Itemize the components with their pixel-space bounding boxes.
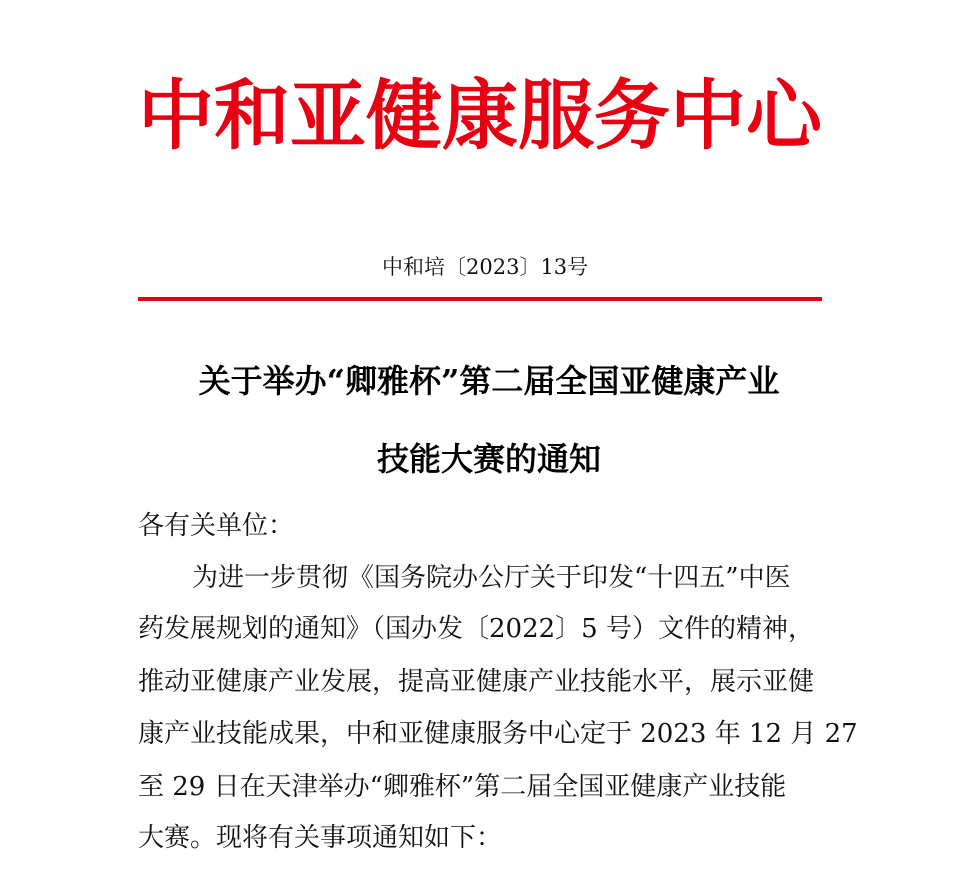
body-text-line: 至 29 日在天津举办“卿雅杯”第二届全国亚健康产业技能 xyxy=(138,772,787,802)
body-text-line: 为进一步贯彻《国务院办公厅关于印发“十四五”中医 xyxy=(192,563,791,593)
body-text-line: 药发展规划的通知》（国办发〔2022〕5 号）文件的精神， xyxy=(138,614,814,644)
body-text-line: 康产业技能成果，中和亚健康服务中心定于 2023 年 12 月 27 xyxy=(138,719,858,749)
document-number: 中和培〔2023〕13号 xyxy=(382,255,589,279)
body-text-line: 大赛。现将有关事项通知如下： xyxy=(138,823,503,853)
organization-header: 中和亚健康服务中心 xyxy=(138,71,822,160)
notice-title-line-2: 技能大赛的通知 xyxy=(376,440,601,478)
salutation: 各有关单位： xyxy=(138,511,295,541)
notice-title-line-1: 关于举办“卿雅杯”第二届全国亚健康产业 xyxy=(198,362,780,400)
body-text-line: 推动亚健康产业发展，提高亚健康产业技能水平，展示亚健 xyxy=(138,667,815,697)
header-divider xyxy=(138,297,822,301)
